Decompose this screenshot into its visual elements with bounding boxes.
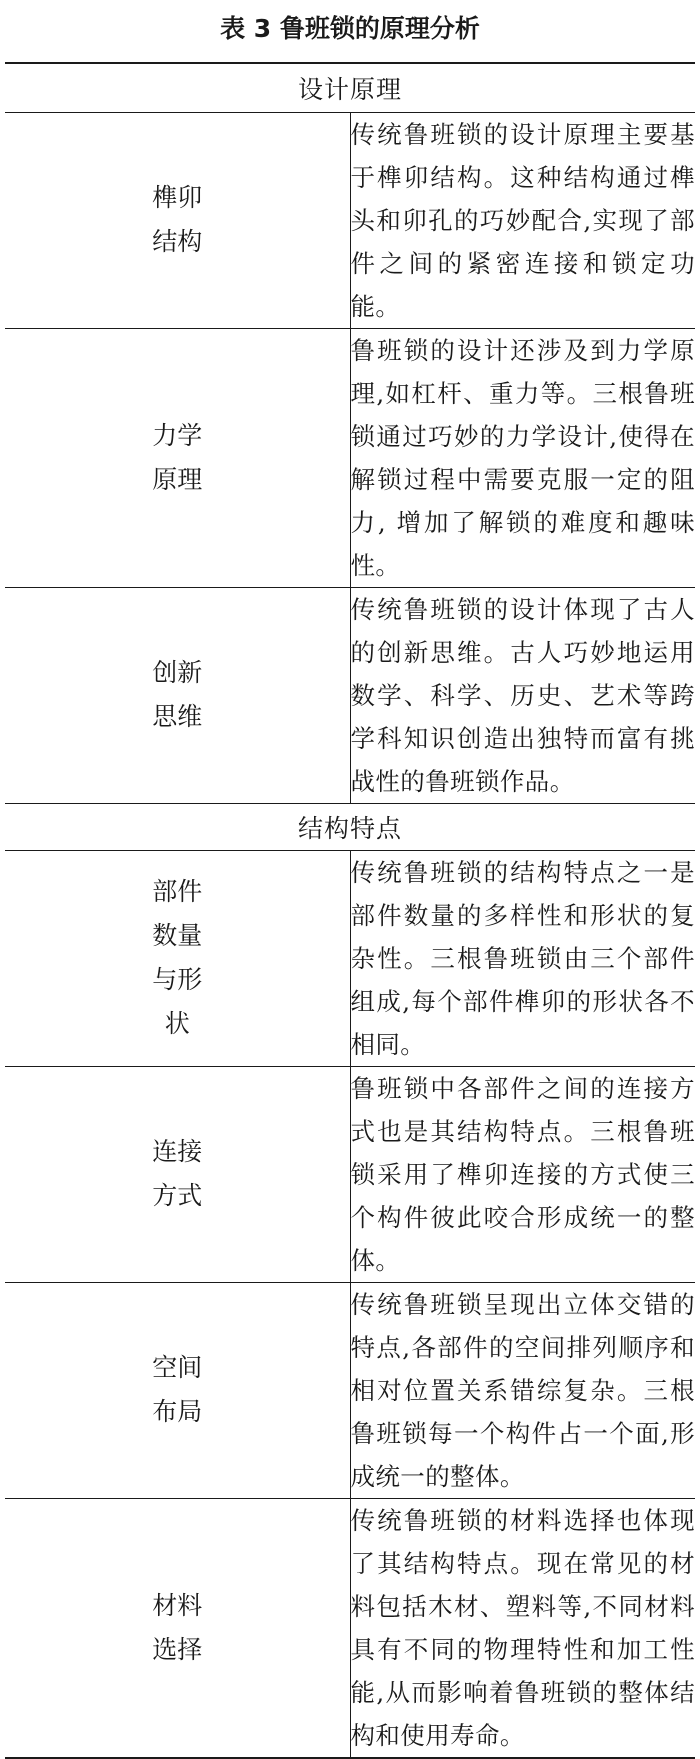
section-header-row <box>5 803 695 850</box>
section-header-structure: 结构特点 <box>5 803 695 850</box>
table-row <box>5 1498 695 1758</box>
row-text-connection: 鲁班锁中各部件之间的连接方式也是其结构特点。三根鲁班锁采用了榫卯连接的方式使三个构件彼此咬合形成统一的整体。 <box>350 1066 695 1282</box>
table-row <box>5 587 695 803</box>
table-row <box>5 850 695 1066</box>
table-row <box>5 1282 695 1498</box>
row-label-material: 材料选择 <box>5 1498 350 1758</box>
table-row <box>5 1066 695 1282</box>
principle-analysis-table <box>5 62 695 1759</box>
row-label-connection: 连接方式 <box>5 1066 350 1282</box>
row-label-layout: 空间布局 <box>5 1282 350 1498</box>
section-header-design-principle: 设计原理 <box>5 63 695 112</box>
row-label-parts-shape: 部件数量与形状 <box>5 850 350 1066</box>
row-text-mortise-tenon: 传统鲁班锁的设计原理主要基于榫卯结构。这种结构通过榫头和卯孔的巧妙配合,实现了部件之间的紧密连接和锁定功能。 <box>350 112 695 328</box>
table-title: 表 3 鲁班锁的原理分析 <box>220 14 480 43</box>
row-label-mechanics: 力学原理 <box>5 328 350 587</box>
row-label-innovation: 创新思维 <box>5 587 350 803</box>
row-text-material: 传统鲁班锁的材料选择也体现了其结构特点。现在常见的材料包括木材、塑料等,不同材料具有不同的物理特性和加工性能,从而影响着鲁班锁的整体结构和使用寿命。 <box>350 1498 695 1758</box>
row-text-innovation: 传统鲁班锁的设计体现了古人的创新思维。古人巧妙地运用数学、科学、历史、艺术等跨学科知识创造出独特而富有挑战性的鲁班锁作品。 <box>350 587 695 803</box>
section-header-row <box>5 63 695 112</box>
row-label-mortise-tenon: 榫卯结构 <box>5 112 350 328</box>
row-text-layout: 传统鲁班锁呈现出立体交错的特点,各部件的空间排列顺序和相对位置关系错综复杂。三根鲁班锁每一个构件占一个面,形成统一的整体。 <box>350 1282 695 1498</box>
table-row <box>5 112 695 328</box>
row-text-mechanics: 鲁班锁的设计还涉及到力学原理,如杠杆、重力等。三根鲁班锁通过巧妙的力学设计,使得在解锁过程中需要克服一定的阻力, 增加了解锁的难度和趣味性。 <box>350 328 695 587</box>
table-row <box>5 328 695 587</box>
row-text-parts-shape: 传统鲁班锁的结构特点之一是部件数量的多样性和形状的复杂性。三根鲁班锁由三个部件组成,每个部件榫卯的形状各不相同。 <box>350 850 695 1066</box>
